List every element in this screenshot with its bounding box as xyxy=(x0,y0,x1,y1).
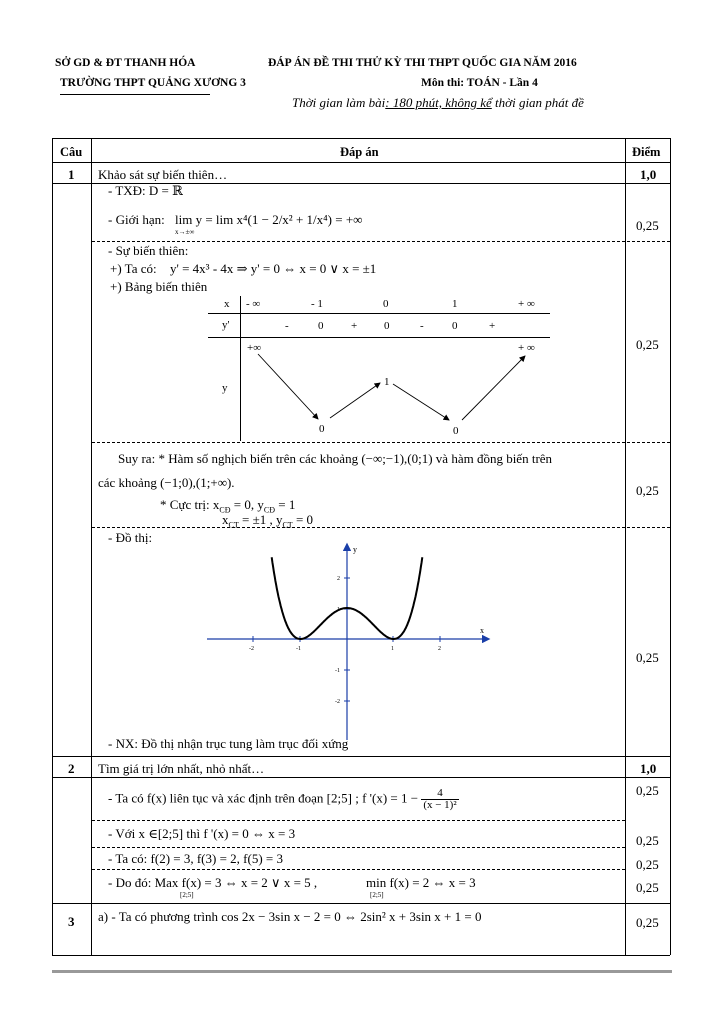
vt-x-4: 1 xyxy=(452,298,458,310)
x-axis-label: x xyxy=(480,626,484,635)
q1-graph-label: - Đồ thị: xyxy=(108,530,153,545)
x-tick-label-m1: -1 xyxy=(296,646,301,652)
duration-underlined: : 180 phút, không kể xyxy=(385,95,492,110)
x-tick-label-1: 1 xyxy=(391,646,394,652)
vt-arrow-2 xyxy=(330,383,380,418)
y-axis-label: y xyxy=(353,545,357,554)
vt-yp-5: - xyxy=(420,320,424,332)
q2-line-1 xyxy=(108,788,459,811)
q1-derivative-label: +) Ta có: xyxy=(110,261,157,276)
q1-derivative: y' = 4x³ - 4x ⇒ y' = 0 ⇔ x = 0 ∨ x = ±1 xyxy=(170,261,377,276)
sub-cd: CĐ xyxy=(219,505,231,515)
q3-number: 3 xyxy=(68,914,75,929)
q3-score-1: 0,25 xyxy=(636,915,659,930)
y-tick-label-m1: -1 xyxy=(335,668,340,674)
sub-ct-2: CT xyxy=(282,520,293,530)
sub-cd-2: CĐ xyxy=(263,505,275,515)
footer-line xyxy=(52,970,672,973)
y-tick-label-2: 2 xyxy=(337,576,340,582)
q1-remark: - NX: Đồ thị nhận trục tung làm trục đối xứng xyxy=(108,736,349,751)
vt-x-3: 0 xyxy=(383,298,389,310)
q1-conclusion-1: Suy ra: * Hàm số nghịch biến trên các khoảng (−∞;−1),(0;1) và hàm đồng biến trên xyxy=(118,451,553,466)
q2-line-4b: min f(x) = 2 ⇔ x = 3 xyxy=(366,875,476,890)
exam-subject: Môn thi: TOÁN - Lần 4 xyxy=(421,77,538,89)
function-graph xyxy=(205,540,495,745)
duration-suffix: thời gian phát đề xyxy=(491,95,584,110)
extrema2-label: x xyxy=(222,512,229,527)
vt-x-label: x xyxy=(224,298,230,310)
q1-domain: - TXĐ: D = ℝ xyxy=(108,183,183,198)
vt-yp-4: 0 xyxy=(384,320,390,332)
x-tick-label-m2: -2 xyxy=(249,646,254,652)
q3-line-1: a) - Ta có phương trình cos 2x − 3sin x − 2 = 0 ⇔ 2sin² x + 3sin x + 1 = 0 xyxy=(98,909,482,924)
vt-y-top-left: +∞ xyxy=(247,342,262,354)
vt-y-min-2: 0 xyxy=(453,425,459,437)
x-tick-label-2: 2 xyxy=(438,646,441,652)
school-name: TRƯỜNG THPT QUẢNG XƯƠNG 3 xyxy=(60,77,246,89)
sub-ct: CT xyxy=(228,520,239,530)
q1-limit-label: - Giới hạn: xyxy=(108,212,165,227)
y-tick-label-m2: -2 xyxy=(335,699,340,705)
vt-y-max: 1 xyxy=(384,376,390,388)
q1-table-title: +) Bảng biến thiên xyxy=(110,279,208,294)
q2-title: Tìm giá trị lớn nhất, nhỏ nhất… xyxy=(98,761,265,776)
q1-score-2: 0,25 xyxy=(636,337,659,352)
q2-line-2: - Với x ∈[2;5] thì f '(x) = 0 ⇔ x = 3 xyxy=(108,826,296,841)
q2-min-sub: [2;5] xyxy=(370,891,384,899)
vt-y-top-right: + ∞ xyxy=(518,342,535,354)
vt-yp-3: + xyxy=(351,320,358,332)
school-department: SỞ GD & ĐT THANH HÓA xyxy=(55,57,196,69)
q2-line-3: - Ta có: f(2) = 3, f(3) = 2, f(5) = 3 xyxy=(108,851,283,866)
q1-limit-sub: x→±∞ xyxy=(175,228,195,236)
q2-score-3: 0,25 xyxy=(636,857,659,872)
q2-line-1-text: - Ta có f(x) liên tục và xác định trên đoạn [2;5] ; f '(x) = 1 − xyxy=(108,790,419,806)
q2-score-1: 0,25 xyxy=(636,783,659,798)
q1-variation-title: - Sự biến thiên: xyxy=(108,243,189,258)
q1-limit-expr: lim y = lim x⁴(1 − 2/x² + 1/x⁴) = +∞ xyxy=(175,212,363,227)
extrema-label: * Cực trị: x xyxy=(160,497,220,512)
vt-yp-1: - xyxy=(285,320,289,332)
extrema-end: = 1 xyxy=(275,497,296,512)
q2-score-4: 0,25 xyxy=(636,880,659,895)
vt-arrow-4 xyxy=(462,356,525,420)
vt-y-label: y xyxy=(222,382,228,394)
q1-number: 1 xyxy=(68,167,75,182)
q1-total-score: 1,0 xyxy=(640,167,657,182)
vt-arrow-1 xyxy=(258,354,318,419)
q2-fraction xyxy=(421,788,458,811)
q1-conclusion-2: các khoảng (−1;0),(1;+∞). xyxy=(98,475,235,490)
vt-yprime-label: y' xyxy=(222,319,230,331)
exam-title: ĐÁP ÁN ĐỀ THI THỬ KỲ THI THPT QUỐC GIA NĂM 2016 xyxy=(268,57,577,69)
duration-prefix: Thời gian làm bài xyxy=(292,95,386,110)
col-header-question: Câu xyxy=(60,145,83,159)
q1-extrema-min xyxy=(222,512,313,530)
extrema2-end: = 0 xyxy=(292,512,314,527)
vt-x-2: - 1 xyxy=(311,298,323,310)
extrema-mid: = 0, y xyxy=(230,497,264,512)
vt-x-5: + ∞ xyxy=(518,298,535,310)
q2-score-2: 0,25 xyxy=(636,833,659,848)
vt-yp-2: 0 xyxy=(318,320,324,332)
vt-yp-7: + xyxy=(489,320,496,332)
q2-frac-num: 4 xyxy=(421,788,458,800)
q2-max-sub: [2;5] xyxy=(180,891,194,899)
q2-frac-den: (x − 1)² xyxy=(423,799,457,811)
vt-y-min-1: 0 xyxy=(319,423,325,435)
vt-yp-6: 0 xyxy=(452,320,458,332)
q1-title: Khảo sát sự biến thiên… xyxy=(98,167,228,182)
q2-total-score: 1,0 xyxy=(640,761,657,776)
col-header-answer: Đáp án xyxy=(340,145,379,159)
q2-line-4a: - Do đó: Max f(x) = 3 ⇔ x = 2 ∨ x = 5 , xyxy=(108,875,318,890)
vt-x-1: - ∞ xyxy=(246,298,261,310)
q1-score-4: 0,25 xyxy=(636,650,659,665)
col-header-score: Điểm xyxy=(632,145,661,159)
q1-score-3: 0,25 xyxy=(636,483,659,498)
extrema2-mid: = ±1 , y xyxy=(238,512,283,527)
q1-score-1: 0,25 xyxy=(636,218,659,233)
vt-arrow-3 xyxy=(393,384,449,420)
y-tick-label-1: 1 xyxy=(337,607,340,613)
q2-number: 2 xyxy=(68,761,75,776)
